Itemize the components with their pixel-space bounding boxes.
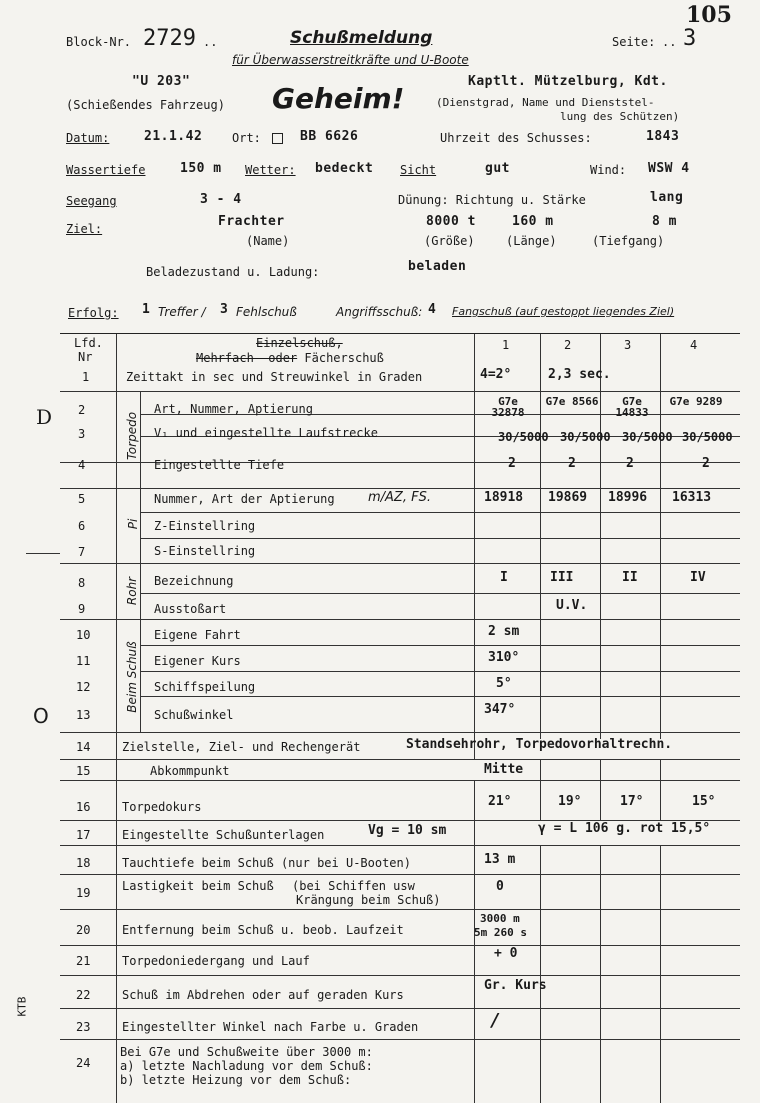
row-nr: 3 — [78, 427, 86, 441]
ziel-draft-label: (Tiefgang) — [592, 234, 665, 248]
divider — [60, 1008, 740, 1009]
divider — [660, 759, 661, 820]
row-label: Abkommpunkt — [150, 764, 230, 778]
row-value: / — [490, 1010, 501, 1031]
row-value: 18996 — [608, 490, 648, 505]
divider — [140, 391, 141, 488]
wassertiefe-label: Wassertiefe — [66, 163, 146, 177]
row-label-b: a) letzte Nachladung vor dem Schuß: — [120, 1059, 373, 1073]
divider — [140, 538, 740, 539]
row-label: Nummer, Art der Aptierung — [154, 492, 335, 506]
row-nr: 1 — [82, 370, 90, 384]
row-label: Torpedoniedergang und Lauf — [122, 954, 310, 968]
row-nr: 15 — [76, 764, 91, 778]
fehl-value: 3 — [220, 302, 229, 317]
wind-value: WSW 4 — [648, 161, 690, 176]
row-value: 2 — [626, 456, 634, 471]
row-label: Schußwinkel — [154, 708, 234, 722]
divider — [60, 909, 740, 910]
row-value: Mitte — [484, 762, 524, 777]
wind-label: Wind: — [590, 163, 627, 177]
row-label: Schiffspeilung — [154, 680, 256, 694]
row-value: 16313 — [672, 490, 712, 505]
group-pi: Pi — [126, 518, 140, 530]
ziel-name-value: Frachter — [218, 214, 285, 229]
divider — [116, 334, 117, 1103]
group-rohr: Rohr — [125, 576, 139, 606]
row-nr: 12 — [76, 680, 91, 694]
row-nr: 10 — [76, 628, 91, 642]
row-value: 30/5000 — [622, 430, 673, 444]
row-label: Zeittakt in sec und Streuwinkel in Graden — [126, 370, 423, 384]
divider — [60, 759, 740, 760]
row-value: 2 — [568, 456, 576, 471]
seegang-value: 3 - 4 — [200, 192, 242, 207]
row-value: 18918 — [484, 490, 524, 505]
row-nr: 8 — [78, 576, 86, 590]
row-nr: 19 — [76, 886, 91, 900]
divider — [60, 391, 740, 392]
divider — [60, 563, 740, 564]
row-label: Entfernung beim Schuß u. beob. Laufzeit — [122, 923, 404, 937]
divider — [60, 488, 740, 489]
row-label: Art, Nummer, Aptierung — [154, 402, 313, 416]
row-nr: 13 — [76, 708, 91, 722]
shooter-value: Kaptlt. Mützelburg, Kdt. — [468, 74, 668, 89]
head-facher: Fächerschuß — [304, 351, 384, 365]
form-subtitle: für Überwasserstreitkräfte und U-Boote — [232, 53, 469, 67]
row-nr: 5 — [78, 492, 86, 506]
row-label: Ausstoßart — [154, 602, 227, 616]
uhrzeit-label: Uhrzeit des Schusses: — [440, 131, 592, 145]
row-label: Eigene Fahrt — [154, 628, 241, 642]
divider — [140, 619, 141, 732]
head-einzel: Einzelschuß, — [256, 336, 343, 350]
ziel-length-value: 160 m — [512, 214, 554, 229]
divider — [600, 759, 601, 820]
row-value: 0 — [496, 879, 504, 894]
divider — [60, 1039, 740, 1040]
block-label: Block-Nr. — [66, 35, 132, 49]
row-value: 4=2° — [480, 367, 512, 382]
wassertiefe-value: 150 m — [180, 161, 222, 176]
row-value: 19° — [558, 794, 582, 809]
divider — [140, 512, 740, 513]
shooter-label-2: lung des Schützen) — [560, 110, 680, 123]
vessel-label: (Schießendes Fahrzeug) — [66, 98, 225, 112]
duenung-label: Dünung: Richtung u. Stärke — [398, 193, 586, 207]
margin-side-mark: KTB — [15, 996, 29, 1017]
treffer-label: Treffer / — [158, 305, 206, 319]
load-value: beladen — [408, 259, 467, 274]
divider — [540, 334, 541, 353]
divider — [540, 353, 541, 739]
row-value: G7e 32878 — [491, 395, 525, 419]
row-value: 13 m — [484, 852, 516, 867]
group-beim-schuss: Beim Schuß — [125, 641, 139, 713]
angriff-value: 4 — [428, 302, 437, 317]
sicht-value: gut — [485, 161, 510, 176]
angriff-label: Angriffsschuß: — [336, 305, 423, 319]
row-value: 30/5000 — [560, 430, 611, 444]
head-nr: Nr — [78, 350, 93, 364]
row-label: S-Einstellring — [154, 544, 256, 558]
ort-box — [272, 133, 283, 144]
block-dots: .. — [203, 35, 218, 49]
row-value: 19869 — [548, 490, 588, 505]
divider — [60, 945, 740, 946]
row-nr: 9 — [78, 602, 86, 616]
fehl-label: Fehlschuß — [236, 305, 297, 319]
row-nr: 11 — [76, 654, 91, 668]
row-nr: 7 — [78, 545, 86, 559]
row-value: 2 — [702, 456, 710, 471]
row-value: I — [500, 570, 508, 585]
row-label: Zielstelle, Ziel- und Rechengerät — [122, 740, 361, 754]
row-value: 15° — [692, 794, 716, 809]
row-label: Eingestellter Winkel nach Farbe u. Graden — [122, 1020, 419, 1034]
row-value: 5° — [496, 676, 512, 691]
divider — [540, 845, 541, 1103]
row-value: 17° — [620, 794, 644, 809]
row-nr: 17 — [76, 828, 91, 842]
page-number: 3 — [683, 26, 697, 51]
row-label: Tauchtiefe beim Schuß (nur bei U-Booten) — [122, 856, 411, 870]
row-value: 3000 m — [480, 912, 520, 925]
divider — [474, 780, 475, 1103]
row-value: G7e 8566 — [545, 395, 599, 408]
col-head-4: 4 — [690, 338, 698, 352]
row-nr: 18 — [76, 856, 91, 870]
row-nr: 4 — [78, 458, 86, 472]
ziel-name-label: (Name) — [246, 234, 290, 248]
row-value: G7e 14833 — [615, 395, 649, 419]
block-number: 2729 — [143, 26, 196, 51]
margin-o-mark: O — [33, 704, 49, 728]
row-label-c: b) letzte Heizung vor dem Schuß: — [120, 1073, 352, 1087]
row-value: 30/5000 — [498, 430, 549, 444]
divider — [60, 975, 740, 976]
divider — [660, 845, 661, 1103]
divider — [60, 874, 740, 875]
erfolg-label: Erfolg: — [68, 306, 119, 320]
row-nr: 2 — [78, 403, 86, 417]
row-nr: 21 — [76, 954, 91, 968]
row-nr: 14 — [76, 740, 91, 754]
row-value: + 0 — [494, 946, 518, 961]
form-title: Schußmeldung — [290, 28, 433, 48]
row-label: Lastigkeit beim Schuß — [122, 879, 274, 893]
row-label: V₁ und eingestellte Laufstrecke — [154, 426, 378, 440]
divider — [60, 845, 740, 846]
row-label: Bezeichnung — [154, 574, 234, 588]
divider — [60, 732, 740, 733]
row-nr: 22 — [76, 988, 91, 1002]
divider — [660, 334, 661, 739]
row-label: Torpedokurs — [122, 800, 202, 814]
divider — [600, 845, 601, 1103]
sicht-label: Sicht — [400, 163, 437, 177]
corner-number: 105 — [686, 2, 732, 28]
divider — [600, 334, 601, 739]
row-nr: 24 — [76, 1056, 91, 1070]
row-value: Gr. Kurs — [484, 978, 547, 993]
az-note: m/AZ, FS. — [368, 490, 431, 505]
row-value: 2,3 sec. — [548, 367, 611, 382]
col-head-3: 3 — [624, 338, 632, 352]
row-value: 2 sm — [488, 624, 520, 639]
page-label: Seite: — [612, 35, 656, 49]
ziel-size-label: (Größe) — [424, 234, 475, 248]
group-torpedo: Torpedo — [125, 411, 139, 461]
row-nr: 23 — [76, 1020, 91, 1034]
row-nr: 6 — [78, 519, 86, 533]
ziel-size-value: 8000 t — [426, 214, 476, 229]
head-lfd: Lfd. — [74, 336, 103, 350]
head-mehrfach: Mehrfach- oder — [196, 351, 298, 365]
margin-d-mark: D — [36, 405, 53, 429]
geheim-stamp: Geheim! — [272, 82, 405, 115]
seegang-label: Seegang — [66, 194, 117, 208]
treffer-value: 1 — [142, 302, 151, 317]
divider — [140, 593, 740, 594]
row-value: 2 — [508, 456, 516, 471]
page-dots: .. — [662, 35, 677, 49]
ziel-length-label: (Länge) — [506, 234, 557, 248]
head-mehrfach-group — [196, 351, 384, 365]
shooter-label-1: (Dienstgrad, Name und Dienststel- — [436, 96, 655, 109]
ziel-label: Ziel: — [66, 222, 103, 236]
divider — [540, 780, 541, 820]
fang-label: Fangschuß (auf gestoppt liegendes Ziel) — [452, 305, 675, 318]
row-nr: 20 — [76, 923, 91, 937]
wetter-value: bedeckt — [315, 161, 374, 176]
divider — [140, 696, 740, 697]
divider — [540, 759, 541, 780]
row-value: IV — [690, 570, 706, 585]
row-span-value: Vg = 10 sm — [368, 823, 447, 838]
col-head-2: 2 — [564, 338, 572, 352]
datum-label: Datum: — [66, 131, 110, 145]
row-value: 21° — [488, 794, 512, 809]
row-label: Eigener Kurs — [154, 654, 241, 668]
ziel-draft-value: 8 m — [652, 214, 677, 229]
col-head-1: 1 — [502, 338, 510, 352]
row-span-value: γ = L 106 g. rot 15,5° — [538, 821, 711, 836]
divider — [140, 671, 740, 672]
row-value: 347° — [484, 702, 516, 717]
row-value: G7e 9289 — [669, 395, 723, 408]
row-label: Eingestellte Schußunterlagen — [122, 828, 325, 842]
row-value: U.V. — [556, 598, 588, 613]
row-label-c: Krängung beim Schuß) — [296, 893, 441, 907]
uhrzeit-value: 1843 — [646, 129, 680, 144]
divider — [140, 563, 141, 619]
load-label: Beladezustand u. Ladung: — [146, 265, 320, 279]
margin-tick — [26, 553, 60, 554]
divider — [60, 619, 740, 620]
row-label-b: (bei Schiffen usw — [292, 879, 415, 893]
ort-label: Ort: — [232, 131, 261, 145]
row-span-value: Standsehrohr, Torpedovorhaltrechn. — [406, 737, 673, 752]
row-value: III — [550, 570, 574, 585]
row-label: Bei G7e und Schußweite über 3000 m: — [120, 1045, 373, 1059]
row-value: II — [622, 570, 638, 585]
shot-table — [60, 333, 740, 1103]
row-label: Schuß im Abdrehen oder auf geraden Kurs — [122, 988, 404, 1002]
row-value: 310° — [488, 650, 520, 665]
ort-value: BB 6626 — [300, 129, 359, 144]
vessel-value: "U 203" — [132, 74, 191, 89]
row-value: 30/5000 — [682, 430, 733, 444]
row-label: Z-Einstellring — [154, 519, 256, 533]
duenung-value: lang — [650, 190, 684, 205]
wetter-label: Wetter: — [245, 163, 296, 177]
row-label: Eingestellte Tiefe — [154, 458, 285, 472]
datum-value: 21.1.42 — [144, 129, 203, 144]
row-value: 5m 260 s — [474, 926, 527, 939]
row-nr: 16 — [76, 800, 91, 814]
divider — [140, 645, 740, 646]
divider — [140, 488, 141, 563]
divider — [60, 780, 740, 781]
